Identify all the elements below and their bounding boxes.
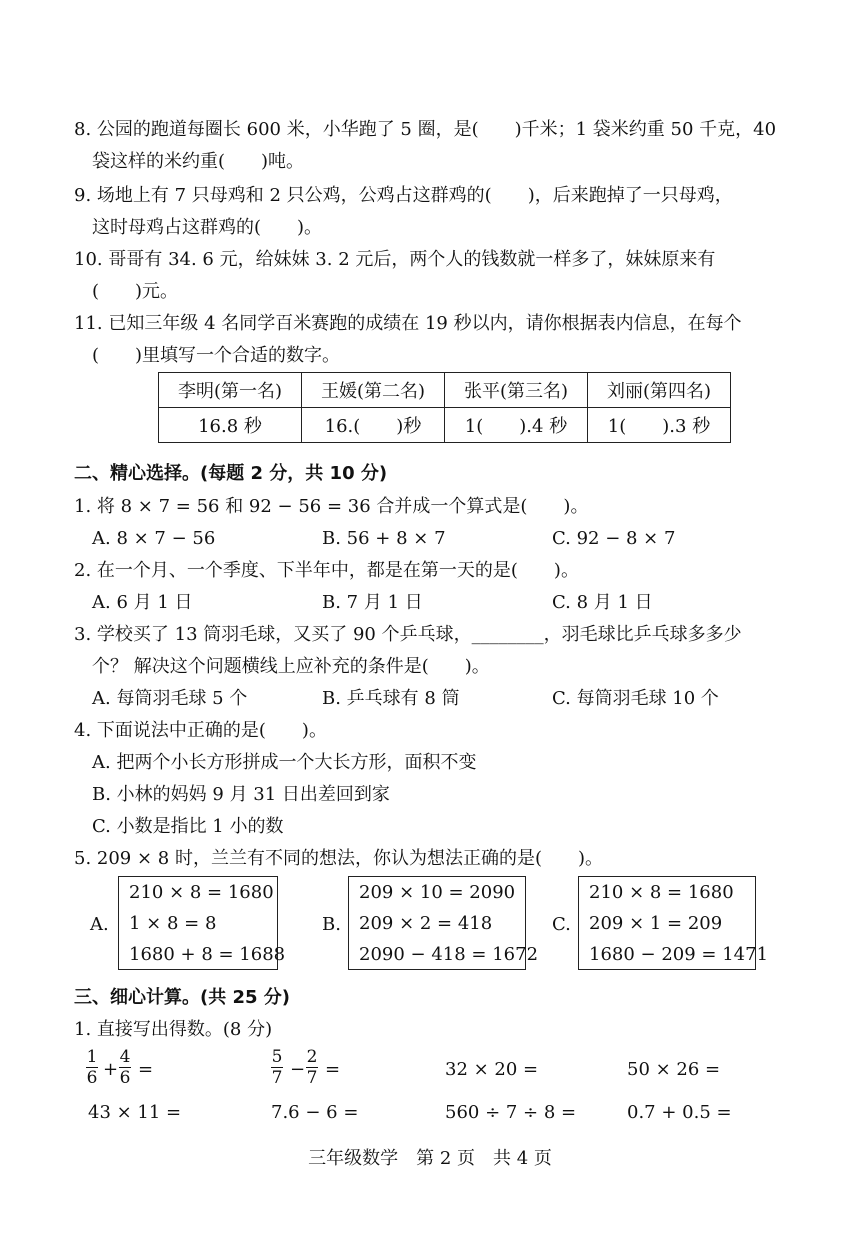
section-choice-title: 二、精心选择。(每题 2 分，共 10 分) [74,463,388,484]
table-row [159,373,731,408]
table-cell: 16.8 秒 [159,408,302,443]
calc-line: 1680 − 209 = 1471 [589,944,769,965]
option-c-label: C. [552,914,571,935]
expression: 0.7 + 0.5 = [627,1102,732,1123]
choice-q4-a: A. 把两个小长方形拼成一个大长方形，面积不变 [92,752,477,773]
fraction [119,1048,131,1087]
equals-sign: = [325,1059,341,1080]
choice-q2-a: A. 6 月 1 日 [92,592,193,613]
choice-q1-c: C. 92 − 8 × 7 [552,528,676,549]
calc-line: 210 × 8 = 1680 [129,882,274,903]
numerator: 5 [271,1047,283,1067]
choice-q2-stem: 2. 在一个月、一个季度、下半年中，都是在第一天的是( )。 [74,560,579,581]
choice-q1-b: B. 56 + 8 × 7 [322,528,446,549]
table-header: 王媛(第二名) [302,373,445,408]
choice-q3-a: A. 每筒羽毛球 5 个 [92,688,248,709]
choice-q4-b: B. 小林的妈妈 9 月 31 日出差回到家 [92,784,390,805]
table-header: 李明(第一名) [159,373,302,408]
choice-q3-line2: 个？ 解决这个问题横线上应补充的条件是( )。 [92,656,490,677]
choice-q2-c: C. 8 月 1 日 [552,592,653,613]
q10-line1: 10. 哥哥有 34. 6 元，给妹妹 3. 2 元后，两个人的钱数就一样多了，妹妹原来有 [74,249,716,270]
choice-q5-stem: 5. 209 × 8 时，兰兰有不同的想法，你认为想法正确的是( )。 [74,848,603,869]
operator: − [290,1059,306,1080]
table-header: 张平(第三名) [445,373,588,408]
fraction [86,1048,98,1087]
equals-sign: = [138,1059,154,1080]
q11-line2: ( )里填写一个合适的数字。 [92,345,341,366]
numerator: 1 [86,1047,98,1067]
option-b-box [348,876,539,970]
score-table [158,372,731,443]
denominator: 6 [86,1068,98,1088]
choice-q3-c: C. 每筒羽毛球 10 个 [552,688,719,709]
q9-line1: 9. 场地上有 7 只母鸡和 2 只公鸡，公鸡占这群鸡的( )，后来跑掉了一只母鸡， [74,185,733,206]
calc-line: 2090 − 418 = 1672 [359,944,539,965]
choice-q4-c: C. 小数是指比 1 小的数 [92,816,284,837]
expression: 32 × 20 = [445,1059,539,1080]
operator: + [103,1059,119,1080]
choice-q3-line1: 3. 学校买了 13 筒羽毛球，又买了 90 个乒乓球，________，羽毛球比乒乓球多多少 [74,624,742,645]
calc-line: 1680 + 8 = 1688 [129,944,286,965]
choice-q1-a: A. 8 × 7 − 56 [92,528,216,549]
calc-line: 209 × 1 = 209 [589,913,723,934]
option-a-label: A. [90,914,109,935]
page-footer: 三年级数学 第 2 页 共 4 页 [308,1148,552,1169]
expression: 50 × 26 = [627,1059,721,1080]
table-cell: 16.( )秒 [302,408,445,443]
denominator: 7 [271,1068,283,1088]
section-calc-title: 三、细心计算。(共 25 分) [74,987,291,1008]
choice-q3-b: B. 乒乓球有 8 筒 [322,688,460,709]
calc-line: 209 × 2 = 418 [359,913,493,934]
calc-line: 1 × 8 = 8 [129,913,217,934]
q11-line1: 11. 已知三年级 4 名同学百米赛跑的成绩在 19 秒以内，请你根据表内信息，在每个 [74,313,742,334]
denominator: 6 [119,1068,131,1088]
q9-line2: 这时母鸡占这群鸡的( )。 [92,217,323,238]
expression: 560 ÷ 7 ÷ 8 = [445,1102,577,1123]
option-c-box [578,876,769,970]
calc-line: 210 × 8 = 1680 [589,882,734,903]
choice-q1-stem: 1. 将 8 × 7 = 56 和 92 − 56 = 36 合并成一个算式是( )。 [74,496,589,517]
q10-line2: ( )元。 [92,281,179,302]
q8-line2: 袋这样的米约重( )吨。 [92,151,305,172]
q8-line1: 8. 公园的跑道每圈长 600 米，小华跑了 5 圈，是( )千米；1 袋米约重 50 千克，40 [74,119,777,140]
numerator: 4 [119,1047,131,1067]
numerator: 2 [306,1047,318,1067]
fraction [271,1048,283,1087]
choice-q2-b: B. 7 月 1 日 [322,592,423,613]
choice-q4-stem: 4. 下面说法中正确的是( )。 [74,720,327,741]
table-row [159,408,731,443]
table-cell: 1( ).4 秒 [445,408,588,443]
option-b-label: B. [322,914,341,935]
calc-q1-stem: 1. 直接写出得数。(8 分) [74,1019,273,1040]
fraction [306,1048,318,1087]
denominator: 7 [306,1068,318,1088]
expression: 43 × 11 = [88,1102,182,1123]
table-header: 刘丽(第四名) [588,373,731,408]
table-cell: 1( ).3 秒 [588,408,731,443]
expression: 7.6 − 6 = [271,1102,359,1123]
option-a-box [118,876,286,970]
calc-line: 209 × 10 = 2090 [359,882,516,903]
